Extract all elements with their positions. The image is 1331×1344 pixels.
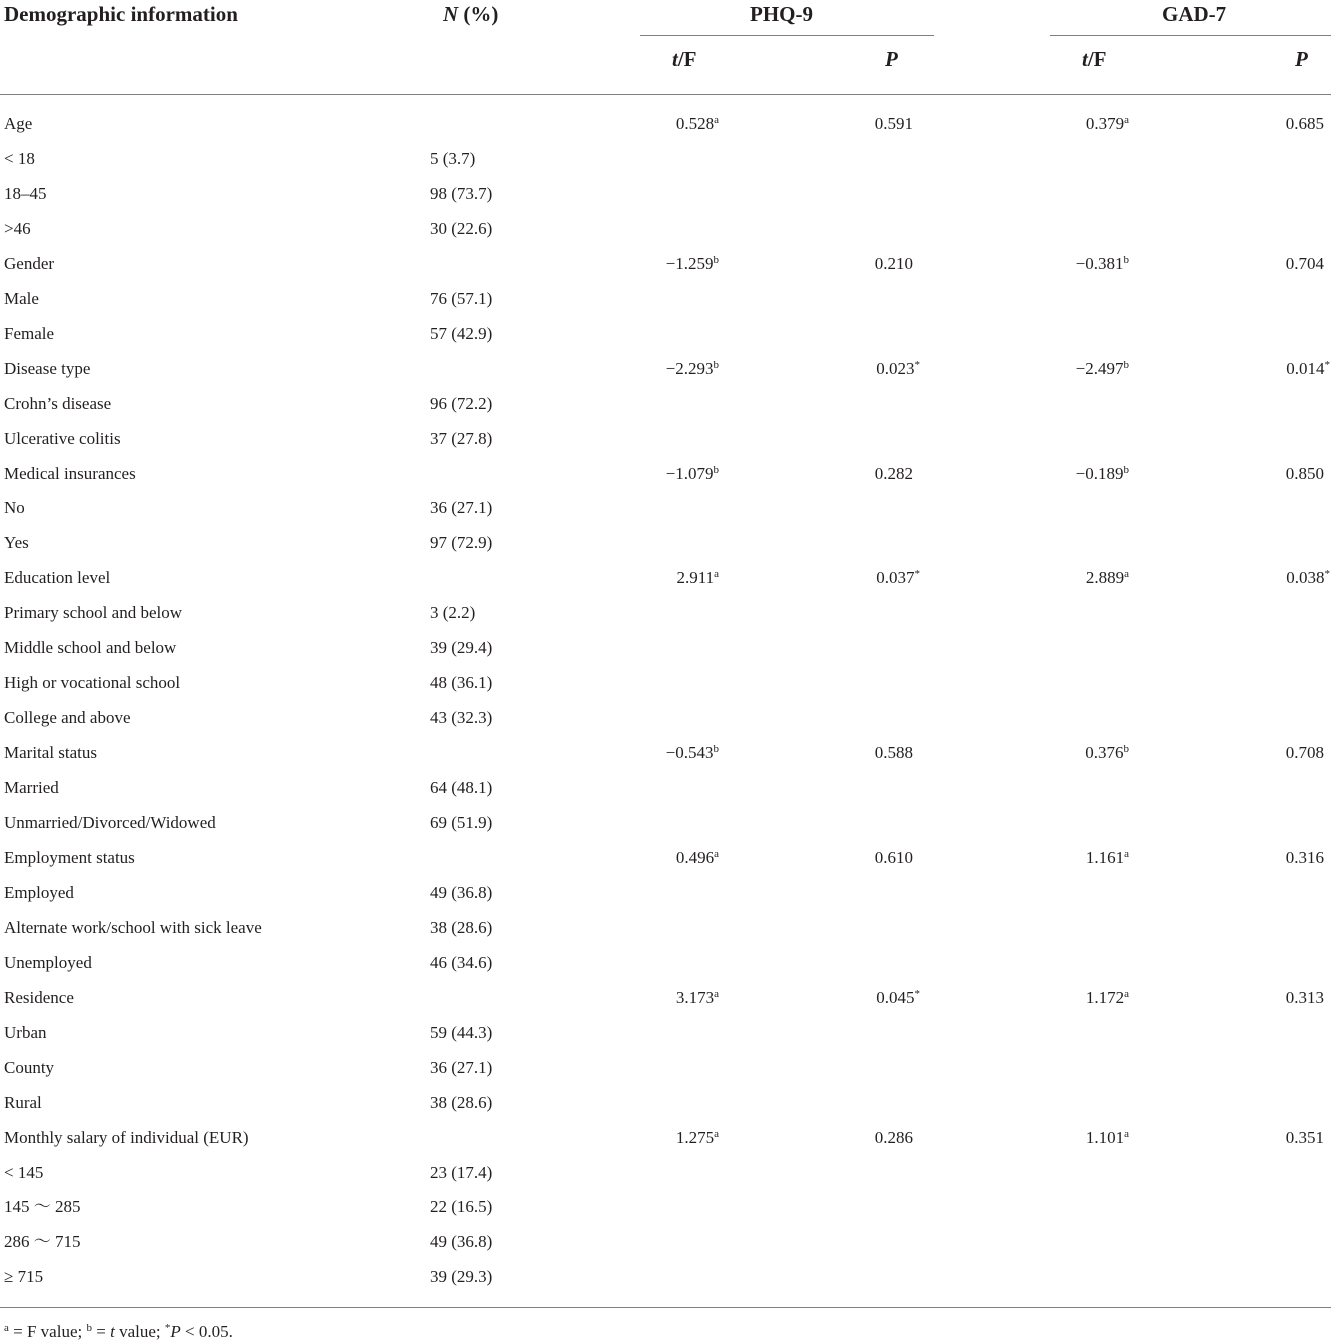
footnote-a-text: = F value;	[8, 1322, 87, 1341]
header-phq9-p	[885, 47, 898, 72]
gad7-tf-cell-value: −0.189	[1075, 464, 1124, 483]
phq9-p-cell-value: 0.023	[876, 359, 915, 378]
phq9-p-cell	[876, 568, 920, 588]
gad7-tf-cell-superscript: b	[1123, 464, 1129, 476]
phq9-tf-cell-value: 2.911	[676, 568, 715, 587]
gad7-p-cell	[1286, 464, 1324, 484]
row-label: Rural	[4, 1093, 42, 1112]
table-row	[0, 1023, 1331, 1047]
header-phq9-tf-italic: t	[672, 47, 678, 71]
phq9-p-cell-value: 0.588	[874, 743, 913, 762]
phq9-p-cell	[875, 848, 913, 868]
gad7-tf-cell	[1086, 848, 1129, 868]
row-label: Yes	[4, 533, 29, 552]
table-row	[0, 429, 1331, 453]
table-row	[0, 289, 1331, 313]
row-label: Monthly salary of individual (EUR)	[4, 1128, 249, 1147]
gad7-tf-cell-superscript: b	[1123, 359, 1129, 371]
header-phq9: PHQ-9	[750, 2, 813, 26]
row-label: Crohn’s disease	[4, 394, 112, 413]
row-label: Alternate work/school with sick leave	[4, 918, 262, 937]
gad7-p-cell	[1286, 568, 1330, 588]
phq9-tf-cell-superscript: b	[713, 359, 719, 371]
footnote-b-text2: value;	[114, 1322, 165, 1341]
header-gad7: GAD-7	[1162, 2, 1227, 26]
phq9-tf-cell-superscript: a	[714, 848, 719, 860]
row-label: 286 ～ 715	[4, 1232, 81, 1251]
table-row	[0, 568, 1331, 592]
phq9-tf-cell	[666, 254, 719, 274]
table-row	[0, 848, 1331, 872]
row-label: Employed	[4, 883, 74, 902]
phq9-tf-cell	[676, 988, 719, 1008]
phq9-p-cell	[875, 743, 913, 763]
table-row	[0, 708, 1331, 732]
gad7-p-cell	[1286, 359, 1330, 379]
gad7-tf-cell-superscript: a	[1124, 848, 1129, 860]
footnote-b-sup: b	[86, 1322, 92, 1334]
row-label: Disease type	[4, 359, 91, 378]
gad7-tf-cell-superscript: b	[1123, 743, 1129, 755]
header-n-percent	[443, 2, 498, 27]
gad7-p-cell-value: 0.351	[1285, 1128, 1324, 1147]
gad7-underline	[1050, 35, 1331, 36]
row-n-percent: 76 (57.1)	[430, 289, 493, 308]
row-label: ≥ 715	[4, 1267, 44, 1286]
row-label: Gender	[4, 254, 55, 273]
gad7-tf-cell-superscript: b	[1123, 254, 1129, 266]
gad7-p-cell	[1286, 743, 1324, 763]
phq9-tf-cell-superscript: a	[714, 988, 719, 1000]
phq9-p-cell-value: 0.286	[874, 1128, 913, 1147]
phq9-p-cell-superscript: *	[914, 568, 920, 580]
phq9-tf-cell-value: −1.259	[665, 254, 714, 273]
phq9-tf-cell	[666, 464, 719, 484]
table-row	[0, 464, 1331, 488]
footnote-star-sup: *	[164, 1322, 171, 1334]
footnote-b-text: =	[91, 1322, 111, 1341]
table-row	[0, 219, 1331, 243]
row-n-percent: 57 (42.9)	[430, 324, 493, 343]
table-row	[0, 1058, 1331, 1082]
gad7-p-cell	[1286, 114, 1324, 134]
table-row	[0, 114, 1331, 138]
table-row	[0, 1128, 1331, 1152]
table-row	[0, 778, 1331, 802]
header-n-rest: (%)	[458, 2, 499, 26]
row-label: Employment status	[4, 848, 135, 867]
phq9-tf-cell	[666, 743, 719, 763]
row-label: Middle school and below	[4, 638, 177, 657]
header-phq9-tf-rest: /F	[677, 47, 697, 71]
phq9-tf-cell-value: 3.173	[675, 988, 715, 1007]
row-label: >46	[4, 219, 31, 238]
row-n-percent: 39 (29.3)	[430, 1267, 493, 1286]
header-phq9-p-italic: P	[885, 47, 898, 71]
row-n-percent: 38 (28.6)	[430, 1093, 493, 1112]
row-label: Education level	[4, 568, 111, 587]
phq9-p-cell-value: 0.210	[874, 254, 913, 273]
gad7-tf-cell-superscript: a	[1124, 114, 1129, 126]
gad7-tf-cell-value: 1.172	[1085, 988, 1125, 1007]
row-n-percent: 3 (2.2)	[430, 603, 476, 622]
table-row	[0, 603, 1331, 627]
row-label: Ulcerative colitis	[4, 429, 121, 448]
footnote-b-italic: t	[110, 1322, 115, 1341]
table-row	[0, 1197, 1331, 1221]
phq9-tf-cell-superscript: b	[713, 743, 719, 755]
row-label: 18–45	[4, 184, 47, 203]
gad7-tf-cell-value: −0.381	[1075, 254, 1124, 273]
gad7-tf-cell-superscript: a	[1124, 1128, 1129, 1140]
footnote-p-text: < 0.05.	[180, 1322, 233, 1341]
row-label: Male	[4, 289, 39, 308]
gad7-tf-cell-value: −2.497	[1075, 359, 1124, 378]
phq9-tf-cell	[666, 359, 719, 379]
header-gad7-tf	[1082, 47, 1107, 72]
phq9-p-cell-superscript: *	[914, 359, 920, 371]
phq9-tf-cell-value: −1.079	[665, 464, 714, 483]
phq9-p-cell	[876, 988, 920, 1008]
gad7-tf-cell	[1086, 1128, 1129, 1148]
row-label: Medical insurances	[4, 464, 136, 483]
row-n-percent: 96 (72.2)	[430, 394, 493, 413]
phq9-tf-cell	[676, 114, 719, 134]
phq9-p-cell-value: 0.591	[874, 114, 913, 133]
gad7-tf-cell-value: 1.161	[1085, 848, 1125, 867]
row-label: Unmarried/Divorced/Widowed	[4, 813, 216, 832]
phq9-p-cell	[875, 254, 913, 274]
gad7-tf-cell-value: 1.101	[1085, 1128, 1125, 1147]
phq9-p-cell	[875, 464, 913, 484]
header-gad7-tf-italic: t	[1082, 47, 1088, 71]
gad7-tf-cell	[1085, 743, 1129, 763]
gad7-p-cell-superscript: *	[1324, 568, 1330, 580]
row-n-percent: 37 (27.8)	[430, 429, 493, 448]
row-n-percent: 36 (27.1)	[430, 1058, 493, 1077]
row-n-percent: 69 (51.9)	[430, 813, 493, 832]
header-phq9-tf	[672, 47, 697, 72]
row-label: 145 ～ 285	[4, 1197, 81, 1216]
row-label: Unemployed	[4, 953, 92, 972]
phq9-underline	[640, 35, 934, 36]
row-label: Residence	[4, 988, 74, 1007]
gad7-p-cell	[1286, 1128, 1324, 1148]
gad7-p-cell-value: 0.014	[1286, 359, 1325, 378]
row-n-percent: 49 (36.8)	[430, 883, 493, 902]
phq9-tf-cell-superscript: a	[714, 114, 719, 126]
table-row	[0, 638, 1331, 662]
gad7-tf-cell-value: 0.379	[1085, 114, 1125, 133]
phq9-tf-cell-superscript: a	[714, 568, 719, 580]
table-row	[0, 953, 1331, 977]
gad7-p-cell-value: 0.685	[1285, 114, 1324, 133]
table-row	[0, 883, 1331, 907]
table-row	[0, 254, 1331, 278]
gad7-tf-cell-superscript: a	[1124, 988, 1129, 1000]
row-n-percent: 48 (36.1)	[430, 673, 493, 692]
header-bottom-rule	[0, 94, 1331, 95]
table-row	[0, 1093, 1331, 1117]
phq9-tf-cell-superscript: b	[713, 464, 719, 476]
row-n-percent: 49 (36.8)	[430, 1232, 493, 1251]
header-n-italic: N	[443, 2, 459, 26]
row-label: Marital status	[4, 743, 98, 762]
row-n-percent: 97 (72.9)	[430, 533, 493, 552]
footnote-p-italic: P	[170, 1322, 181, 1341]
row-n-percent: 59 (44.3)	[430, 1023, 493, 1042]
phq9-tf-cell-superscript: b	[713, 254, 719, 266]
table-row	[0, 359, 1331, 383]
table-row	[0, 1163, 1331, 1187]
table-row	[0, 743, 1331, 767]
row-n-percent: 22 (16.5)	[430, 1197, 493, 1216]
table-row	[0, 394, 1331, 418]
table-row	[0, 1232, 1331, 1256]
row-n-percent: 5 (3.7)	[430, 149, 476, 168]
table-row	[0, 813, 1331, 837]
phq9-tf-cell	[676, 1128, 719, 1148]
phq9-tf-cell	[676, 848, 719, 868]
header-gad7-tf-rest: /F	[1087, 47, 1107, 71]
table-row	[0, 498, 1331, 522]
row-label: Primary school and below	[4, 603, 182, 622]
row-label: County	[4, 1058, 55, 1077]
row-label: < 145	[4, 1163, 44, 1182]
row-n-percent: 23 (17.4)	[430, 1163, 493, 1182]
phq9-tf-cell-value: −0.543	[665, 743, 714, 762]
gad7-tf-cell	[1076, 254, 1129, 274]
gad7-p-cell	[1286, 254, 1324, 274]
gad7-p-cell	[1286, 988, 1324, 1008]
row-label: College and above	[4, 708, 131, 727]
gad7-p-cell-superscript: *	[1324, 359, 1330, 371]
phq9-p-cell-value: 0.045	[876, 988, 915, 1007]
table-row	[0, 1267, 1331, 1291]
gad7-tf-cell-superscript: a	[1124, 568, 1129, 580]
phq9-tf-cell-value: −2.293	[665, 359, 714, 378]
row-label: Urban	[4, 1023, 47, 1042]
phq9-tf-cell-value: 1.275	[675, 1128, 715, 1147]
phq9-p-cell-superscript: *	[914, 988, 920, 1000]
gad7-p-cell-value: 0.850	[1285, 464, 1324, 483]
table-row	[0, 918, 1331, 942]
gad7-p-cell-value: 0.313	[1285, 988, 1324, 1007]
gad7-tf-cell	[1086, 988, 1129, 1008]
row-n-percent: 38 (28.6)	[430, 918, 493, 937]
gad7-tf-cell-value: 0.376	[1085, 743, 1124, 762]
table-bottom-rule	[0, 1307, 1331, 1308]
phq9-p-cell-value: 0.282	[874, 464, 913, 483]
table-footnote	[4, 1322, 233, 1342]
phq9-p-cell	[875, 1128, 913, 1148]
row-label: High or vocational school	[4, 673, 181, 692]
gad7-p-cell-value: 0.708	[1285, 743, 1324, 762]
gad7-p-cell-value: 0.704	[1285, 254, 1324, 273]
header-gad7-p	[1295, 47, 1308, 72]
table-row	[0, 988, 1331, 1012]
phq9-p-cell-value: 0.610	[874, 848, 913, 867]
gad7-p-cell	[1286, 848, 1324, 868]
table-row	[0, 184, 1331, 208]
table-row	[0, 324, 1331, 348]
row-n-percent: 46 (34.6)	[430, 953, 493, 972]
phq9-p-cell-value: 0.037	[876, 568, 915, 587]
gad7-tf-cell	[1086, 114, 1129, 134]
row-label: Female	[4, 324, 55, 343]
gad7-tf-cell	[1076, 359, 1129, 379]
phq9-tf-cell	[676, 568, 719, 588]
gad7-tf-cell-value: 2.889	[1085, 568, 1125, 587]
row-n-percent: 36 (27.1)	[430, 498, 493, 517]
header-demographic: Demographic information	[4, 2, 238, 26]
table-row	[0, 149, 1331, 173]
row-n-percent: 39 (29.4)	[430, 638, 493, 657]
footnote-a-sup: a	[4, 1322, 9, 1334]
gad7-p-cell-value: 0.316	[1285, 848, 1324, 867]
row-n-percent: 64 (48.1)	[430, 778, 493, 797]
phq9-tf-cell-superscript: a	[714, 1128, 719, 1140]
gad7-p-cell-value: 0.038	[1286, 568, 1325, 587]
gad7-tf-cell	[1076, 464, 1129, 484]
phq9-tf-cell-value: 0.528	[675, 114, 715, 133]
row-label: No	[4, 498, 25, 517]
row-n-percent: 43 (32.3)	[430, 708, 493, 727]
row-label: Married	[4, 778, 59, 797]
phq9-p-cell	[876, 359, 920, 379]
phq9-p-cell	[875, 114, 913, 134]
row-n-percent: 30 (22.6)	[430, 219, 493, 238]
row-label: < 18	[4, 149, 35, 168]
table-row	[0, 533, 1331, 557]
row-n-percent: 98 (73.7)	[430, 184, 493, 203]
table-row	[0, 673, 1331, 697]
phq9-tf-cell-value: 0.496	[675, 848, 715, 867]
row-label: Age	[4, 114, 33, 133]
header-gad7-p-italic: P	[1295, 47, 1308, 71]
gad7-tf-cell	[1086, 568, 1129, 588]
